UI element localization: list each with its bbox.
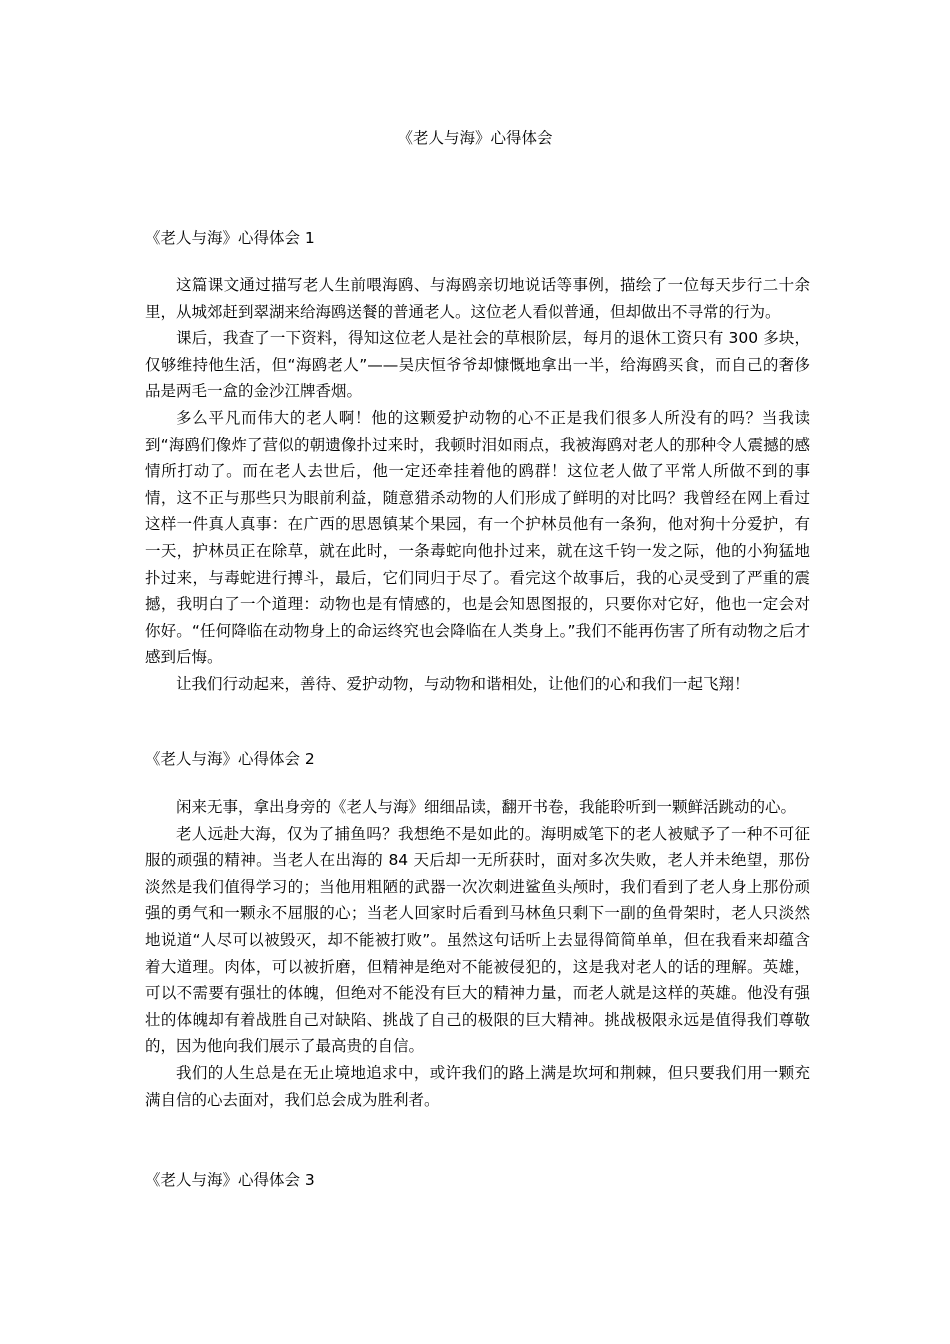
section-1-paragraph-3: 多么平凡而伟大的老人啊！他的这颗爱护动物的心不正是我们很多人所没有的吗？当我读到“海鸥们像炸了营似的朝遗像扑过来时，我顿时泪如雨点，我被海鸥对老人的那种令人震撼的感情所打动了。而在老人去世后，他一定还牵挂着他的鸥群！这位老人做了平常人所做不到的事情，这不正与那些只为眼前利益，随意猎杀动物的人们形成了鲜明的对比吗？我曾经在网上看过这样一件真人真事：在广西的思恩镇某个果园，有一个护林员他有一条狗，他对狗十分爱护，有一天，护林员正在除草，就在此时，一条毒蛇向他扑过来，就在这千钧一发之际，他的小狗猛地扑过来，与毒蛇进行搏斗，最后，它们同归于尽了。看完这个故事后，我的心灵受到了严重的震撼，我明白了一个道理：动物也是有情感的，也是会知恩图报的，只要你对它好，他也一定会对你好。“任何降临在动物身上的命运终究也会降临在人类身上。”我们不能再伤害了所有动物之后才感到后悔。 (145, 408, 810, 667)
section-1-paragraph-2: 课后，我查了一下资料，得知这位老人是社会的草根阶层，每月的退休工资只有 300 多块，仅够维持他生活，但“海鸥老人”——吴庆恒爷爷却慷慨地拿出一半，给海鸥买食，而自己的奢侈品是两毛一盒的金沙江牌香烟。 (145, 329, 810, 401)
section-2-paragraph-3: 我们的人生总是在无止境地追求中，或许我们的路上满是坎坷和荆棘，但只要我们用一颗充满自信的心去面对，我们总会成为胜利者。 (145, 1063, 810, 1109)
section-2-heading: 《老人与海》心得体会 2 (145, 750, 315, 768)
section-2-paragraph-1: 闲来无事，拿出身旁的《老人与海》细细品读，翻开书卷，我能聆听到一颗鲜活跳动的心。 (176, 798, 797, 816)
document-title: 《老人与海》心得体会 (397, 129, 553, 147)
section-2-paragraph-2: 老人远赴大海，仅为了捕鱼吗？我想绝不是如此的。海明威笔下的老人被赋予了一种不可征服的顽强的精神。当老人在出海的 84 天后却一无所获时，面对多次失败，老人并未绝望，那份淡然是我们值得学习的；当他用粗陋的武器一次次刺进鲨鱼头颅时，我们看到了老人身上那份顽强的勇气和一颗永不屈服的心；当老人回家时后看到马林鱼只剩下一副的鱼骨架时，老人只淡然地说道“人尽可以被毁灭，却不能被打败”。虽然这句话听上去显得简简单单，但在我看来却蕴含着大道理。肉体，可以被折磨，但精神是绝对不能被侵犯的，这是我对老人的话的理解。英雄，可以不需要有强壮的体魄，但绝对不能没有巨大的精神力量，而老人就是这样的英雄。他没有强壮的体魄却有着战胜自己对缺陷、挑战了自己的极限的巨大精神。挑战极限永远是值得我们尊敬的，因为他向我们展示了最高贵的自信。 (145, 824, 810, 1056)
section-1-paragraph-4: 让我们行动起来，善待、爱护动物，与动物和谐相处，让他们的心和我们一起飞翔！ (176, 674, 750, 693)
section-3-heading: 《老人与海》心得体会 3 (145, 1171, 315, 1189)
section-2-body (145, 794, 810, 1113)
section-1-heading: 《老人与海》心得体会 1 (145, 229, 315, 247)
section-1-body (145, 272, 810, 698)
section-1-paragraph-1: 这篇课文通过描写老人生前喂海鸥、与海鸥亲切地说话等事例，描绘了一位每天步行二十余里，从城郊赶到翠湖来给海鸥送餐的普通老人。这位老人看似普通，但却做出不寻常的行为。 (145, 276, 810, 321)
